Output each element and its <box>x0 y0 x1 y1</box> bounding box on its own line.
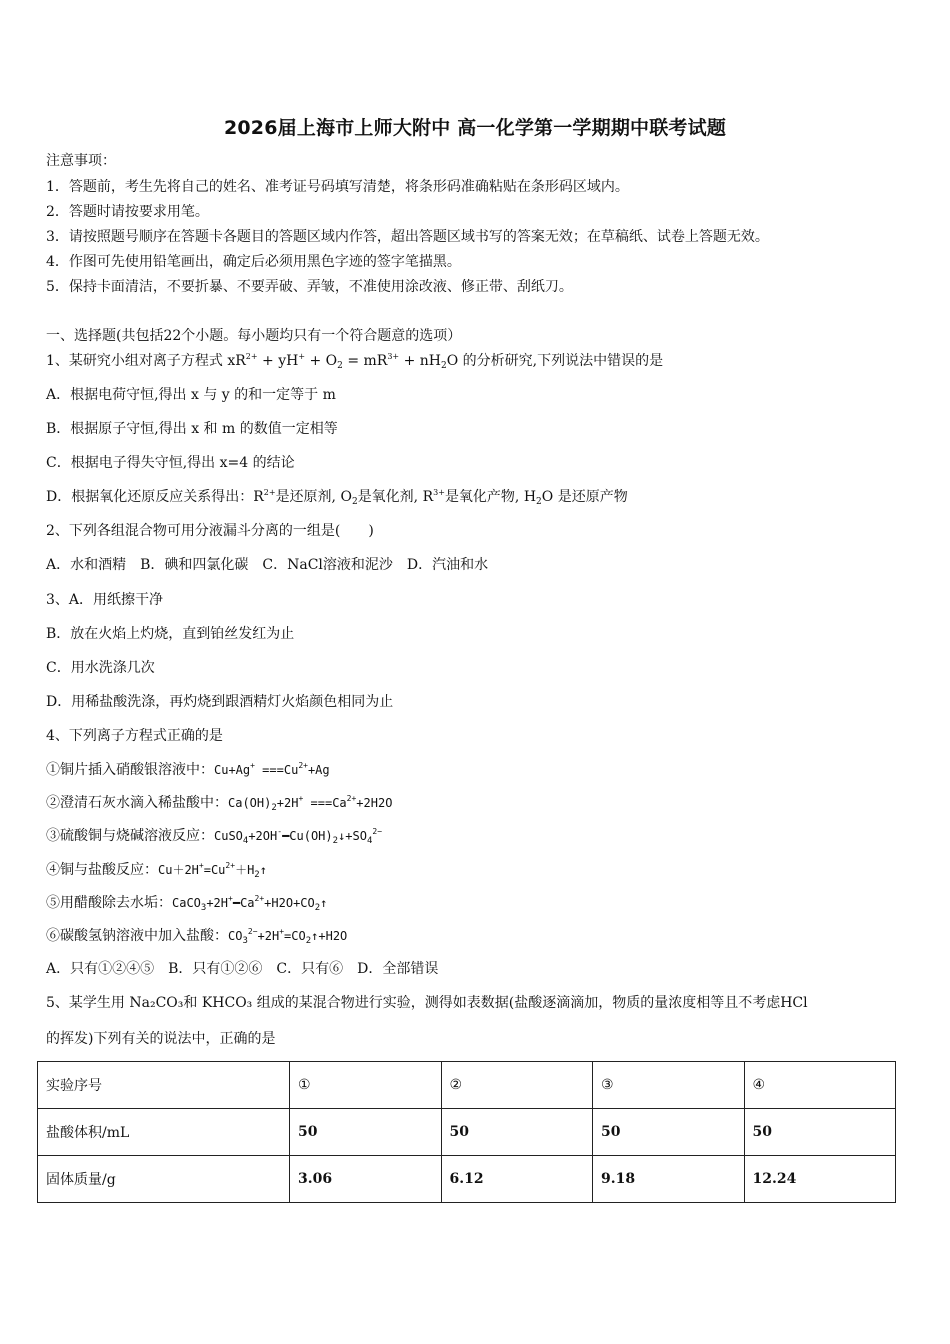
table-header-cell: ③ <box>593 1062 745 1109</box>
notice-item: 2．答题时请按要求用笔。 <box>46 204 209 220</box>
table-cell: 12.24 <box>744 1156 896 1203</box>
question-4-stem: 4、下列离子方程式正确的是 <box>46 728 223 744</box>
table-row <box>38 1156 896 1203</box>
notice-item: 3．请按照题号顺序在答题卡各题目的答题区域内作答，超出答题区域书写的答案无效；在草稿纸、试卷上答题无效。 <box>46 229 769 245</box>
notice-item: 5．保持卡面清洁，不要折暴、不要弄破、弄皱，不准使用涂改液、修正带、刮纸刀。 <box>46 279 573 295</box>
table-cell: 50 <box>744 1109 896 1156</box>
question-1-option-b: B．根据原子守恒,得出 x 和 m 的数值一定相等 <box>46 421 338 437</box>
table-row <box>38 1109 896 1156</box>
question-5-stem-line-2: 的挥发)下列有关的说法中，正确的是 <box>46 1031 276 1047</box>
question-4-item-2: ②澄清石灰水滴入稀盐酸中：$Ca(OH)_2+2H^+ ===Ca^{2+}+2H2O$ <box>46 794 393 813</box>
table-header-cell: ① <box>290 1062 442 1109</box>
question-2-stem: 2、下列各组混合物可用分液漏斗分离的一组是( ) <box>46 523 374 539</box>
table-cell: 50 <box>290 1109 442 1156</box>
question-4-item-5: ⑤用醋酸除去水垢：$CaCO_3+2H^+━Ca^{2+}+H2O+CO_2↑$ <box>46 894 328 913</box>
question-5-stem-line-1: 5、某学生用 Na₂CO₃和 KHCO₃ 组成的某混合物进行实验，测得如表数据(盐酸逐滴滴加，物质的量浓度相等且不考虑HCl <box>46 995 808 1011</box>
section-heading: 一、选择题(共包括22个小题。每小题均只有一个符合题意的选项） <box>46 328 462 344</box>
question-1-option-a: A．根据电荷守恒,得出 x 与 y 的和一定等于 m <box>46 387 336 403</box>
table-header-cell: ④ <box>744 1062 896 1109</box>
table-cell: 3.06 <box>290 1156 442 1203</box>
question-3-option-c: C．用水洗涤几次 <box>46 660 155 676</box>
question-3-option-d: D．用稀盐酸洗涤，再灼烧到跟酒精灯火焰颜色相同为止 <box>46 694 394 710</box>
table-cell: 盐酸体积/mL <box>38 1109 290 1156</box>
question-4-item-4: ④铜与盐酸反应：$Cu+2H^+=Cu^{2+}+H_2↑$ <box>46 861 267 880</box>
question-4-item-3: ③硫酸铜与烧碱溶液反应：$CuSO_4+2OH^-━Cu(OH)_2↓+SO_4^{2-}$ <box>46 827 383 846</box>
question-1-stem: 1、某研究小组对离子方程式 $xR^{2+} + yH^+ + O_2 = mR^{3+} + nH_2O$ 的分析研究,下列说法中错误的是 <box>46 352 664 371</box>
question-4-options: A．只有①②④⑤ B．只有①②⑥ C．只有⑥ D．全部错误 <box>46 961 439 977</box>
notice-item: 1．答题前，考生先将自己的姓名、准考证号码填写清楚，将条形码准确粘贴在条形码区域内。 <box>46 179 629 195</box>
notice-heading: 注意事项： <box>46 153 116 169</box>
question-1-option-d: D．根据氧化还原反应关系得出：$R^{2+}$是还原剂, $O_2$是氧化剂, $R^{3+}$是氧化产物, $H_2O$ 是还原产物 <box>46 488 628 507</box>
table-cell: 50 <box>441 1109 593 1156</box>
table-header-row <box>38 1062 896 1109</box>
table-cell: 50 <box>593 1109 745 1156</box>
experiment-table <box>37 1061 896 1203</box>
table-header-cell: 实验序号 <box>38 1062 290 1109</box>
question-4-item-6: ⑥碳酸氢钠溶液中加入盐酸：$CO_3^{2-}+2H^+=CO_2↑+H2O$ <box>46 927 348 946</box>
question-3-option-a: 3、A．用纸擦干净 <box>46 592 164 608</box>
notice-item: 4．作图可先使用铅笔画出，确定后必须用黑色字迹的签字笔描黑。 <box>46 254 461 270</box>
table-cell: 9.18 <box>593 1156 745 1203</box>
question-4-item-1: ①铜片插入硝酸银溶液中：$Cu+Ag^+ ===Cu^{2+}+Ag$ <box>46 761 330 778</box>
table-cell: 6.12 <box>441 1156 593 1203</box>
question-2-options: A．水和酒精 B．碘和四氯化碳 C．NaCl溶液和泥沙 D．汽油和水 <box>46 557 489 573</box>
question-3-option-b: B．放在火焰上灼烧，直到铂丝发红为止 <box>46 626 295 642</box>
question-1-option-c: C．根据电子得失守恒,得出 x=4 的结论 <box>46 455 295 471</box>
table-header-cell: ② <box>441 1062 593 1109</box>
table-cell: 固体质量/g <box>38 1156 290 1203</box>
page-title: 2026届上海市上师大附中 高一化学第一学期期中联考试题 <box>223 117 727 139</box>
